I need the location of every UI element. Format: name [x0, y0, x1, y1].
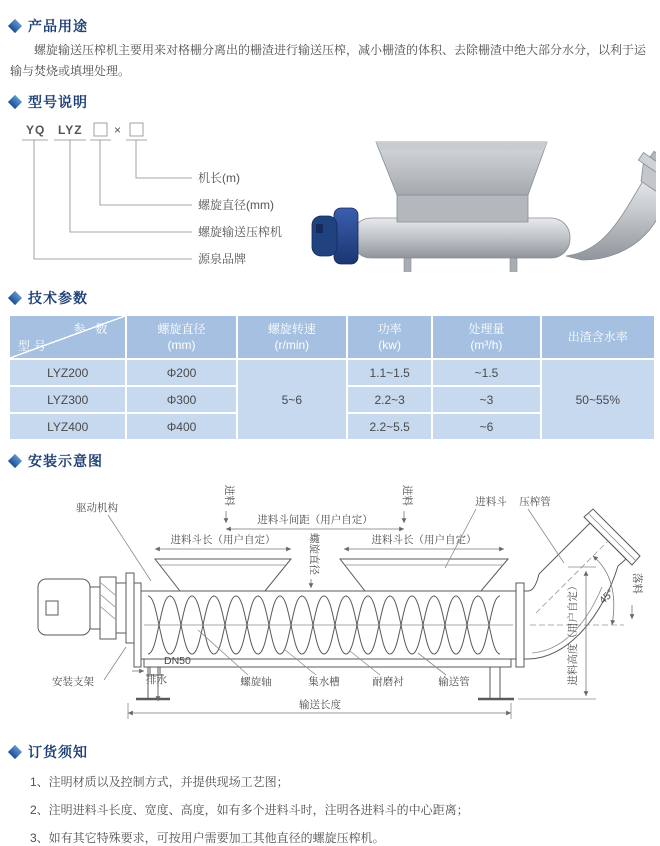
- label-mount-bracket: 安装支架: [52, 676, 94, 688]
- leader-screw-shaft: [198, 630, 248, 675]
- col-header-power: 功率 (kw): [348, 316, 431, 358]
- install-diagram-wrap: [8, 475, 652, 732]
- corner-label-model: 型号: [18, 339, 51, 353]
- diamond-icon: [8, 745, 22, 759]
- model-code-times: ×: [114, 123, 122, 137]
- photo-legs: [397, 258, 525, 272]
- diamond-icon: [8, 19, 22, 33]
- label-drive-mechanism: 驱动机构: [76, 502, 118, 514]
- press-pipe-drawing: [524, 509, 640, 659]
- model-title: 型号说明: [28, 94, 88, 110]
- label-drain: 排水: [146, 674, 167, 686]
- section-order-heading: [8, 742, 652, 762]
- cell-power: 2.2~5.5: [348, 414, 431, 439]
- model-label-screw-diameter: 螺旋直径(mm): [198, 198, 274, 212]
- install-diagram: [8, 475, 656, 727]
- leader-wear-liner: [350, 651, 380, 675]
- cell-capacity: ~6: [433, 414, 539, 439]
- params-table: [8, 314, 656, 441]
- label-hopper-length-right: 进料斗长（用户自定）: [371, 534, 477, 546]
- model-label-machine-length: 机长(m): [198, 171, 240, 185]
- label-feed-hopper: 进料斗: [475, 496, 507, 508]
- cell-capacity: ~1.5: [433, 360, 539, 385]
- model-code-diagram: [14, 120, 334, 272]
- leader-drive: [108, 515, 151, 581]
- label-screw-diameter: 螺旋直径: [308, 533, 320, 575]
- cell-speed-merged: 5~6: [238, 360, 346, 439]
- diamond-icon: [8, 291, 22, 305]
- install-title: 安装示意图: [28, 453, 103, 469]
- label-feed-right: 进料: [401, 485, 413, 506]
- photo-tube: [352, 218, 570, 258]
- label-press-pipe: 压榨管: [519, 496, 551, 508]
- model-code-series: LYZ: [58, 123, 83, 137]
- cell-capacity: ~3: [433, 387, 539, 412]
- product-photo: [304, 100, 656, 272]
- usage-title: 产品用途: [28, 18, 88, 34]
- model-section-body: [8, 116, 652, 278]
- leader-mount: [104, 647, 126, 680]
- label-convey-pipe: 输送管: [438, 676, 470, 688]
- diamond-icon: [8, 454, 22, 468]
- params-header-row: [10, 316, 654, 358]
- label-angle-45: 45°: [597, 587, 617, 607]
- cell-power: 2.2~3: [348, 387, 431, 412]
- col-header-diameter: 螺旋直径 (mm): [127, 316, 235, 358]
- cell-diameter: Φ400: [127, 414, 235, 439]
- col-header-moisture: 出渣含水率: [542, 316, 654, 358]
- cell-power: 1.1~1.5: [348, 360, 431, 385]
- col-header-capacity: 处理量 (m³/h): [433, 316, 539, 358]
- order-notes-list: [8, 773, 652, 846]
- cell-diameter: Φ200: [127, 360, 235, 385]
- photo-discharge-pipe: [566, 147, 656, 260]
- model-label-brand: 源泉品牌: [198, 252, 247, 266]
- leader-convey-pipe: [418, 653, 446, 675]
- leader-press-pipe: [528, 509, 564, 563]
- label-drop: 落料: [631, 573, 643, 594]
- label-dn50: DN50: [164, 655, 191, 667]
- model-code-box-diameter: [94, 123, 107, 136]
- list-item: 3、如有其它特殊要求，可按用户需要加工其他直径的螺旋压榨机。: [30, 831, 385, 845]
- cell-model: LYZ300: [10, 387, 125, 412]
- label-hopper-spacing: 进料斗间距（用户自定）: [257, 514, 373, 526]
- label-convey-length: 输送长度: [299, 699, 341, 711]
- drive-mechanism-drawing: [38, 573, 141, 667]
- list-item: 1、注明材质以及控制方式，并提供现场工艺图；: [30, 775, 289, 789]
- order-title: 订货须知: [28, 744, 88, 760]
- label-feed-height: 进料高度（用户自定）: [567, 580, 579, 686]
- label-water-trough: 集水槽: [308, 676, 340, 688]
- model-leader-lines: [34, 140, 192, 259]
- label-screw-shaft: 螺旋轴: [240, 676, 272, 688]
- photo-motor: [312, 208, 358, 264]
- model-label-machine-type: 螺旋输送压榨机: [198, 225, 283, 239]
- corner-label-param: 参数: [73, 322, 118, 336]
- photo-hopper: [376, 142, 547, 222]
- table-row: [10, 360, 654, 385]
- usage-paragraph: 螺旋输送压榨机主要用来对格栅分离出的栅渣进行输送压榨，减小栅渣的体积、去除栅渣中绝大部分水分，以利于运输与焚烧或填埋处理。: [10, 43, 647, 78]
- label-wear-liner: 耐磨衬: [372, 676, 404, 688]
- cell-moisture-merged: 50~55%: [542, 360, 654, 439]
- model-code-box-length: [130, 123, 143, 136]
- water-trough-drawing: [144, 659, 511, 667]
- model-code-brand: YQ: [26, 123, 46, 137]
- label-hopper-length-left: 进料斗长（用户自定）: [170, 534, 276, 546]
- cell-model: LYZ400: [10, 414, 125, 439]
- feed-hoppers-drawing: [155, 559, 508, 591]
- list-item: 2、注明进料斗长度、宽度、高度，如有多个进料斗时，注明各进料斗的中心距离；: [30, 803, 469, 817]
- params-title: 技术参数: [28, 290, 88, 306]
- cell-model: LYZ200: [10, 360, 125, 385]
- conveyor-tube-drawing: [141, 583, 524, 667]
- section-install-heading: [8, 451, 652, 471]
- diamond-icon: [8, 95, 22, 109]
- col-header-speed: 螺旋转速 (r/min): [238, 316, 346, 358]
- section-params-heading: [8, 288, 652, 308]
- label-feed-left: 进料: [223, 485, 235, 506]
- corner-cell: [10, 316, 125, 358]
- cell-diameter: Φ300: [127, 387, 235, 412]
- section-usage-heading: [8, 16, 652, 36]
